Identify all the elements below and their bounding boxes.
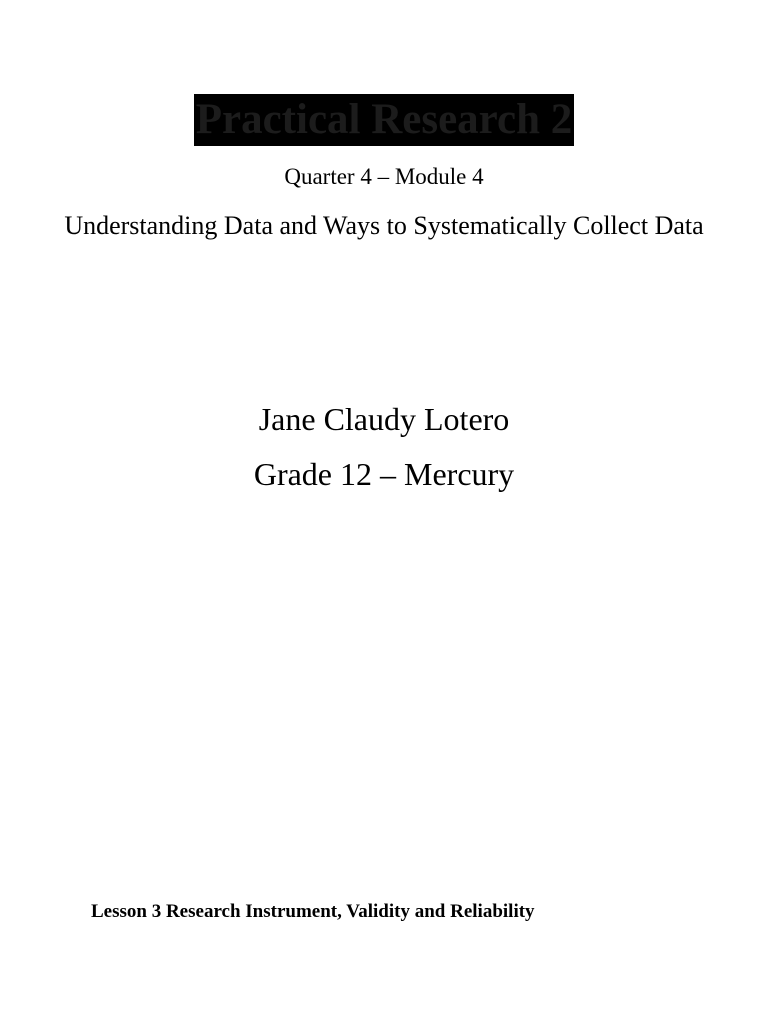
module-title: Understanding Data and Ways to Systematically Collect Data (64, 211, 704, 240)
lesson-heading: Lesson 3 Research Instrument, Validity and Reliability (91, 901, 535, 922)
title-block (0, 94, 768, 146)
document-title: Practical Research 2 (194, 94, 575, 146)
quarter-module-subtitle: Quarter 4 – Module 4 (284, 164, 484, 189)
grade-section: Grade 12 – Mercury (253, 456, 515, 492)
author-name: Jane Claudy Lotero (258, 401, 510, 437)
